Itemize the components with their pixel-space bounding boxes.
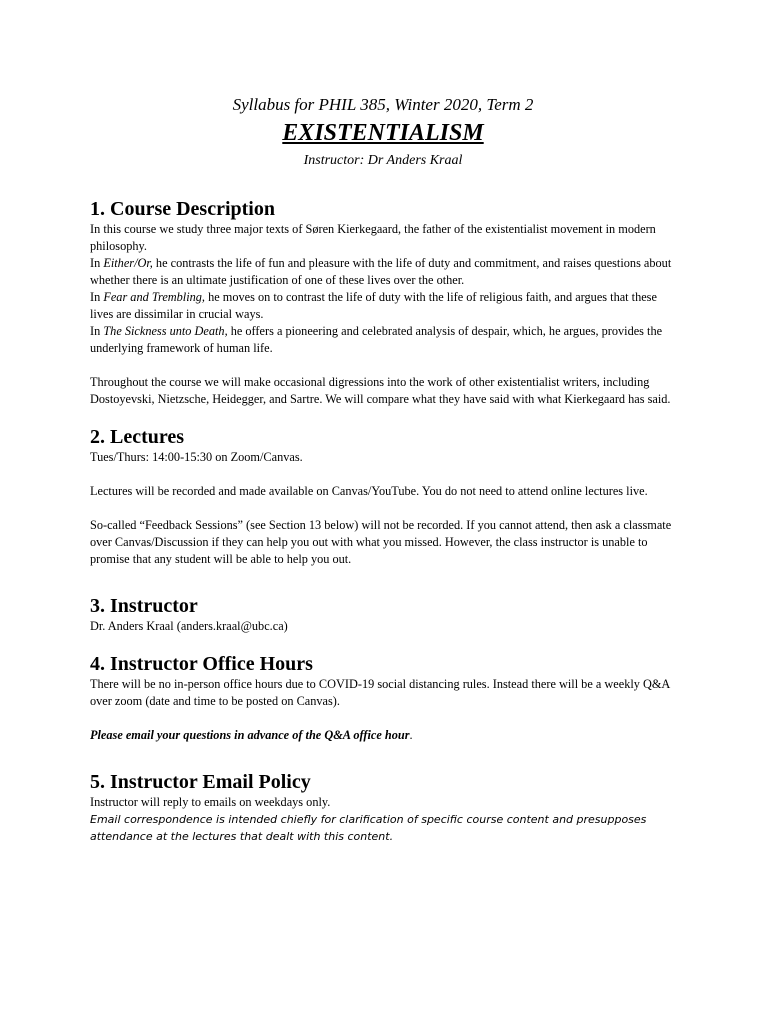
heading-course-description: 1. Course Description bbox=[90, 198, 275, 220]
section-email-policy bbox=[90, 770, 676, 845]
fear-trembling-title: Fear and Trembling, bbox=[103, 290, 206, 304]
sickness-prefix: In bbox=[90, 324, 104, 338]
heading-instructor: 3. Instructor bbox=[90, 595, 198, 617]
email-policy-purpose: Email correspondence is intended chiefly for clarification of specific course content and presupposes attendance at the lectures that dealt with this content. bbox=[90, 813, 647, 843]
course-description-sickness bbox=[90, 323, 676, 357]
course-title: EXISTENTIALISM bbox=[282, 120, 484, 146]
spacer bbox=[90, 710, 676, 727]
heading-office-hours: 4. Instructor Office Hours bbox=[90, 653, 313, 675]
either-or-prefix: In bbox=[90, 256, 104, 270]
course-description-digressions: Throughout the course we will make occasional digressions into the work of other existentialist writers, including Dostoyevski, Nietzsche, Heidegger, and Sartre. We will compare what they have said with what Kierkegaard has said. bbox=[90, 375, 671, 406]
office-hours-email-request-period: . bbox=[409, 728, 413, 742]
heading-lectures: 2. Lectures bbox=[90, 426, 185, 448]
sickness-title: The Sickness unto Death, bbox=[103, 324, 228, 338]
spacer bbox=[90, 500, 676, 517]
section-instructor bbox=[90, 594, 676, 635]
section-course-description bbox=[90, 197, 676, 408]
heading-email-policy: 5. Instructor Email Policy bbox=[90, 771, 311, 793]
lecture-recording-note: Lectures will be recorded and made available on Canvas/YouTube. You do not need to attend online lectures live. bbox=[90, 484, 648, 498]
sickness-text: he offers a pioneering and celebrated analysis of despair, which, he argues, provides the underlying framework of human life. bbox=[90, 324, 663, 355]
fear-trembling-prefix: In bbox=[90, 290, 104, 304]
either-or-title: Either/Or, bbox=[103, 256, 153, 270]
instructor-contact: Dr. Anders Kraal (anders.kraal@ubc.ca) bbox=[90, 619, 288, 633]
course-description-intro: In this course we study three major texts of Søren Kierkegaard, the father of the existentialist movement in modern philosophy. bbox=[90, 222, 656, 253]
email-policy-weekdays: Instructor will reply to emails on weekdays only. bbox=[90, 795, 331, 809]
course-description-either-or bbox=[90, 255, 676, 289]
office-hours-email-request-text: Please email your questions in advance of the Q&A office hour bbox=[90, 728, 410, 742]
office-hours-note: There will be no in-person office hours due to COVID-19 social distancing rules. Instead there will be a weekly Q&A over zoom (date and time to be posted on Canvas). bbox=[90, 677, 670, 708]
instructor-line: Instructor: Dr Anders Kraal bbox=[303, 153, 463, 168]
course-description-fear-trembling bbox=[90, 289, 676, 323]
office-hours-email-request bbox=[90, 727, 676, 744]
feedback-sessions-note: So-called “Feedback Sessions” (see Section 13 below) will not be recorded. If you cannot attend, then ask a classmate over Canvas/Discussion if they can help you out with what you missed. However, the class instructor is unable to promise that any student will be able to help you out. bbox=[90, 518, 672, 566]
spacer bbox=[90, 466, 676, 483]
either-or-text: he contrasts the life of fun and pleasure with the life of duty and commitment, and raises questions about whether there is an ultimate justification of one of these lives over the other. bbox=[90, 256, 672, 287]
fear-trembling-text: he moves on to contrast the life of duty with the life of religious faith, and argues that these lives are dissimilar in crucial ways. bbox=[90, 290, 657, 321]
section-lectures bbox=[90, 425, 676, 568]
title-block bbox=[90, 94, 676, 171]
syllabus-subtitle: Syllabus for PHIL 385, Winter 2020, Term 2 bbox=[232, 95, 534, 114]
spacer bbox=[90, 357, 676, 374]
lecture-schedule: Tues/Thurs: 14:00-15:30 on Zoom/Canvas. bbox=[90, 450, 303, 464]
section-office-hours bbox=[90, 652, 676, 744]
